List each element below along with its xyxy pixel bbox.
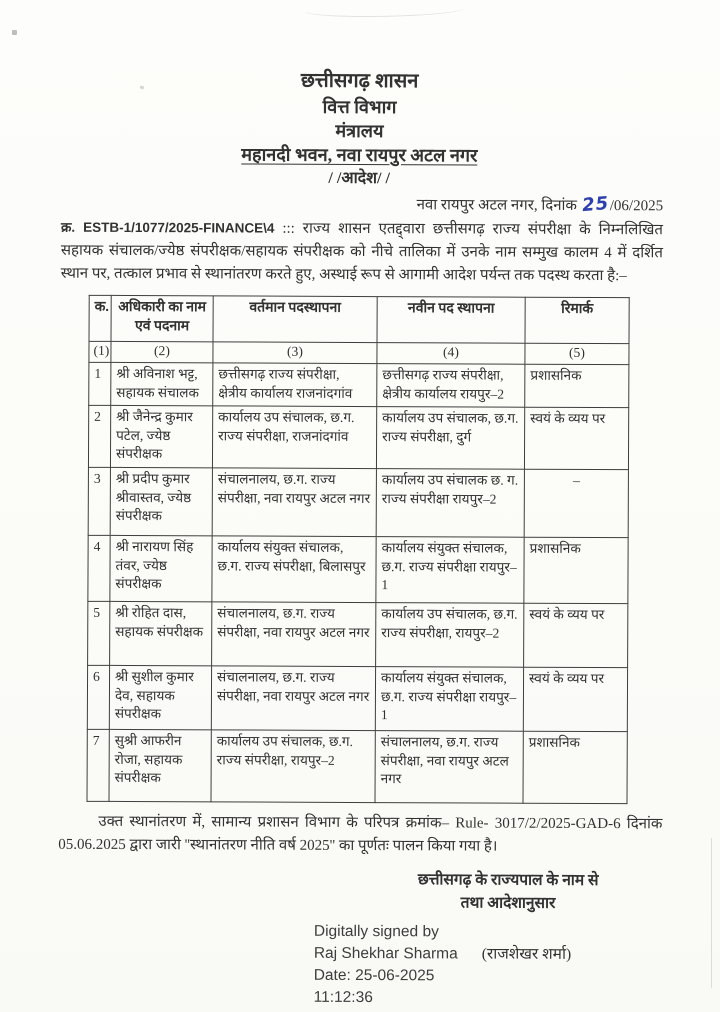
transfer-table [86,295,629,805]
header-cell-new-posting: नवीन पद स्थापना [377,296,525,343]
reference-paragraph [61,216,663,289]
authority-line1: छत्तीसगढ़ के राज्यपाल के नाम से [417,870,599,889]
table-row [87,666,627,732]
header-cell-remark: रिमार्क [525,297,629,343]
row-remark: प्रशासनिक [525,364,629,407]
ref-label: क्र. [60,219,76,235]
ref-body: राज्य शासन एतद्द्वारा छत्तीसगढ़ राज्य संपरीक्षा के निम्नलिखित सहायक संचालक/ज्येष्ठ संपरीक्षक/सहायक संपरीक्षक को नीचे तालिका में उनके नाम सम्मुख कालम 4 में दर्शित स्थान पर, तत्काल प्रभाव से स्थानांतरण करते हुए, अस्थाई रूप से आगामी आदेश पर्यन्त तक पदस्थ करता है:– [60,220,664,285]
table-row [88,468,628,538]
department-title: वित्त विभाग [322,96,397,117]
col-number: (3) [213,342,377,364]
row-new-posting: संचालनालय, छ.ग. राज्य संपरीक्षा, नवा रायपुर अटल नगर [375,731,523,804]
row-remark: स्वयं के व्यय पर [523,667,627,731]
signer-name: Raj Shekhar Sharma [313,944,458,962]
row-officer: श्री सुशील कुमार देव, सहायक संपरीक्षक [109,666,211,730]
table-row [88,406,628,470]
row-current-posting: कार्यालय उप संचालक, छ.ग. राज्य संपरीक्षा, राजनांदगांव [212,406,376,469]
dateline-rest: /06/2025 [609,197,664,214]
dateline-place: नवा रायपुर अटल नगर, दिनांक [416,196,577,214]
row-sno: 1 [89,363,111,406]
col-number: (5) [525,343,629,365]
row-remark: स्वयं के व्यय पर [524,603,628,667]
row-new-posting: कार्यालय उप संचालक, छ.ग. राज्य संपरीक्षा, रायपुर–2 [376,603,524,668]
order-label: / /आदेश/ / [328,169,391,188]
authority-line2: तथा आदेशानुसार [460,894,556,912]
row-current-posting: कार्यालय उप संचालक, छ.ग. राज्य संपरीक्षा, रायपुर–2 [211,730,375,803]
header-cell-officer: अधिकारी का नाम एवं पदनाम [111,295,213,341]
row-new-posting: कार्यालय उप संचालक छ. ग. राज्य संपरीक्षा रायपुर–2 [376,469,524,538]
row-sno: 5 [88,602,110,666]
table-row [88,536,628,604]
column-number-row [89,341,629,365]
row-officer: श्री जैनेन्द्र कुमार पटेल, ज्येष्ठ संपरीक्षक [110,406,212,468]
closing-paragraph: उक्त स्थानांतरण में, सामान्य प्रशासन विभाग के परिपत्र क्रमांक– Rule- 3017/2/2025-GAD-6 दिनांक 05.06.2025 द्वारा जारी ''स्थानांतरण नीति वर्ष 2025'' का पूर्णतः पालन किया गया है। [58,814,663,856]
row-remark: स्वयं के व्यय पर [524,407,628,469]
digital-signature-block [314,920,716,1010]
row-new-posting: कार्यालय संयुक्त संचालक, छ.ग. राज्य संपरीक्षा रायपुर–1 [376,537,524,604]
row-current-posting: छत्तीसगढ़ राज्य संपरीक्षा, क्षेत्रीय कार्यालय राजनांदगांव [213,363,377,407]
government-title: छत्तीसगढ़ शासन [300,69,419,93]
row-sno: 3 [88,468,110,536]
ministry-title: मंत्रालय [335,120,384,142]
header-cell-current-posting: वर्तमान पदस्थापना [213,296,377,343]
row-sno: 2 [88,406,110,468]
digital-signed-by: Digitally signed by [313,922,439,940]
row-new-posting: छत्तीसगढ़ राज्य संपरीक्षा, क्षेत्रीय कार्यालय रायपुर–2 [377,364,525,408]
ref-number: ESTB-1/1077/2025-FINANCE\4 [83,219,275,236]
row-current-posting: संचालनालय, छ.ग. राज्य संपरीक्षा, नवा रायपुर अटल नगर [212,602,376,667]
row-current-posting: संचालनालय, छ.ग. राज्य संपरीक्षा, नवा रायपुर अटल नगर [212,468,376,537]
row-remark: प्रशासनिक [524,537,628,603]
row-remark: – [524,469,628,537]
letterhead [0,0,720,191]
signature-time: 11:12:36 [313,988,373,1006]
handwritten-day: 25 [580,192,610,216]
signature-date: Date: 25-06-2025 [313,966,435,984]
table-header-row [89,295,629,343]
row-officer: श्री अविनाश भट्ट, सहायक संचालक [111,363,213,406]
header-cell-sno: क. [89,295,111,341]
dateline [0,191,663,215]
row-sno: 4 [88,536,110,602]
ref-separator: ::: [282,220,295,237]
row-remark: प्रशासनिक [523,731,627,803]
row-officer: श्री रोहित दास, सहायक संपरीक्षक [110,602,212,666]
table-row [87,730,627,804]
signer-name-hindi: (राजशेखर शर्मा) [481,945,572,963]
row-new-posting: कार्यालय संयुक्त संचालक, छ.ग. राज्य संपरीक्षा रायपुर–1 [375,667,523,732]
row-officer: श्री प्रदीप कुमार श्रीवास्तव, ज्येष्ठ संपरीक्षक [110,468,212,536]
col-number: (1) [89,341,111,363]
table-row [88,602,628,668]
row-current-posting: कार्यालय संयुक्त संचालक, छ.ग. राज्य संपरीक्षा, बिलासपुर [212,536,376,603]
row-sno: 7 [87,730,109,802]
col-number: (2) [111,341,213,363]
table-row [89,363,629,408]
row-officer: सुश्री आफरीन रोजा, सहायक संपरीक्षक [109,730,211,802]
building-address: महानदी भवन, नवा रायपुर अटल नगर [241,144,478,166]
row-officer: श्री नारायण सिंह तंवर, ज्येष्ठ संपरीक्षक [110,536,212,602]
row-sno: 6 [87,666,109,730]
row-new-posting: कार्यालय उप संचालक, छ.ग. राज्य संपरीक्षा, दुर्ग [376,407,524,470]
col-number: (4) [377,342,525,364]
authority-block [392,869,624,916]
row-current-posting: संचालनालय, छ.ग. राज्य संपरीक्षा, नवा रायपुर अटल नगर [211,666,375,731]
